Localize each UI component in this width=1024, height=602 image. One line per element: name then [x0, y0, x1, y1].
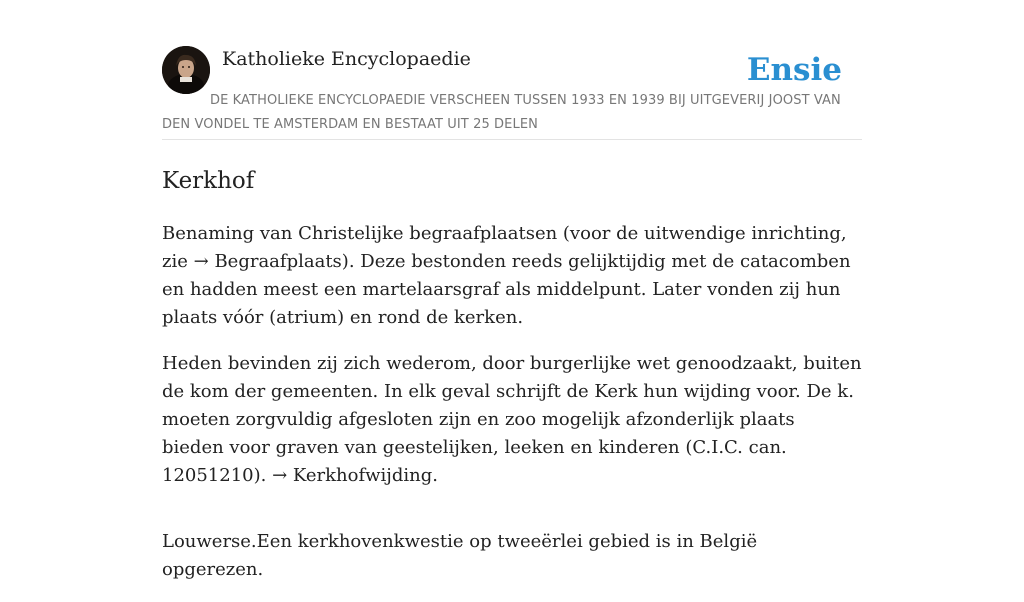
paragraph-3 — [162, 528, 862, 584]
ensie-logo-link[interactable]: Ensie — [746, 52, 842, 88]
site-description: DE KATHOLIEKE ENCYCLOPAEDIE VERSCHEEN TUSSEN 1933 EN 1939 BIJ UITGEVERIJ JOOST VAN DEN VONDEL TE AMSTERDAM EN BESTAAT UIT 25 DELEN — [162, 93, 841, 132]
link-kerkhofwijding[interactable]: → Kerkhofwijding — [272, 465, 433, 486]
portrait-icon — [162, 46, 210, 94]
paragraph-2-end: . — [432, 465, 439, 486]
publisher-avatar[interactable] — [162, 46, 210, 94]
site-title[interactable]: Katholieke Encyclopaedie — [222, 48, 471, 70]
paragraph-3-text: Louwerse.Een kerkhovenkwestie op tweeërlei gebied is in België opgerezen. — [162, 531, 758, 580]
page-container — [162, 46, 862, 602]
entry-body — [162, 220, 862, 584]
paragraph-1-rest: ). Deze bestonden reeds gelijktijdig met de catacomben en hadden meest een martelaarsgraf als middelpunt. Later vonden zij hun plaats vóór (atrium) en rond de kerken. — [162, 251, 851, 328]
entry-title: Kerkhof — [162, 168, 255, 194]
site-header — [162, 46, 862, 140]
paragraph-2 — [162, 350, 862, 490]
paragraph-1 — [162, 220, 862, 332]
link-begraafplaats[interactable]: → Begraafplaats — [193, 251, 342, 272]
paragraph-1-text: Benaming van Christelijke begraafplaatsen (voor de uitwendige inrichting, zie — [162, 223, 847, 272]
paragraph-2-text: Heden bevinden zij zich wederom, door burgerlijke wet genoodzaakt, buiten de kom der gemeenten. In elk geval schrijft de Kerk hun wijding voor. De k. moeten zorgvuldig afgesloten zijn en zoo mogelijk afzonderlijk plaats bieden voor graven van geestelijken, leeken en kinderen (C.I.C. can. 12051210). — [162, 353, 862, 486]
